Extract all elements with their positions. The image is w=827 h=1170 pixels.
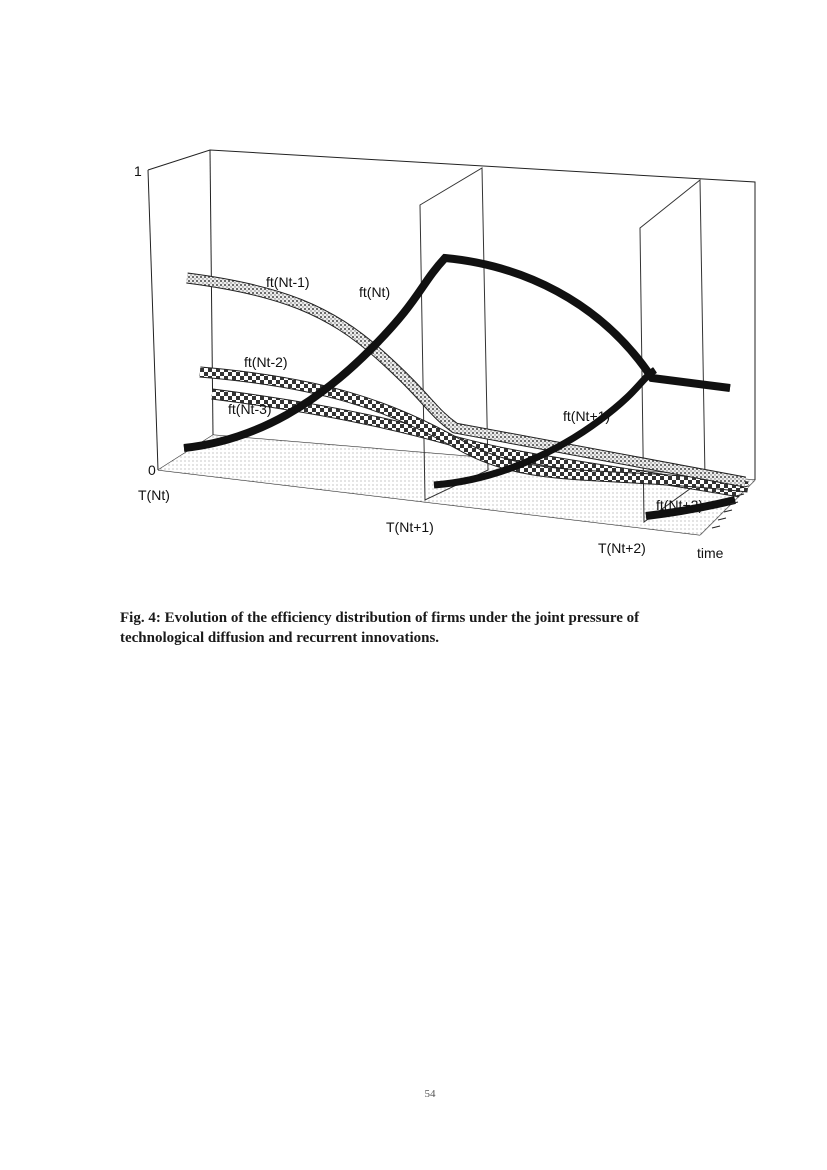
y-tick-label-top: 1 — [134, 163, 142, 179]
x-tick-label-t-nt: T(Nt) — [138, 487, 170, 503]
series-label-nt-3: ft(Nt-3) — [228, 401, 272, 417]
series-label-nt-1: ft(Nt-1) — [266, 274, 310, 290]
series-label-nt-2: ft(Nt-2) — [244, 354, 288, 370]
x-tick-label-t-nt2: T(Nt+2) — [598, 540, 646, 556]
y-tick-label-bottom: 0 — [148, 462, 156, 478]
page-number: 54 — [424, 1088, 436, 1100]
depth-axis-label: time — [697, 545, 724, 561]
x-tick-label-t-nt1: T(Nt+1) — [386, 519, 434, 535]
time-tick — [718, 518, 726, 520]
series-label-nt1: ft(Nt+1) — [563, 408, 611, 424]
y-axis-line — [148, 170, 158, 470]
series-label-nt2: ft(Nt+2) — [656, 497, 704, 513]
figure-caption: Fig. 4: Evolution of the efficiency distribution of firms under the joint pressure of technological diffusion and recurrent innovations. — [120, 610, 640, 646]
series-label-nt: ft(Nt) — [359, 284, 391, 300]
time-tick — [712, 526, 720, 528]
